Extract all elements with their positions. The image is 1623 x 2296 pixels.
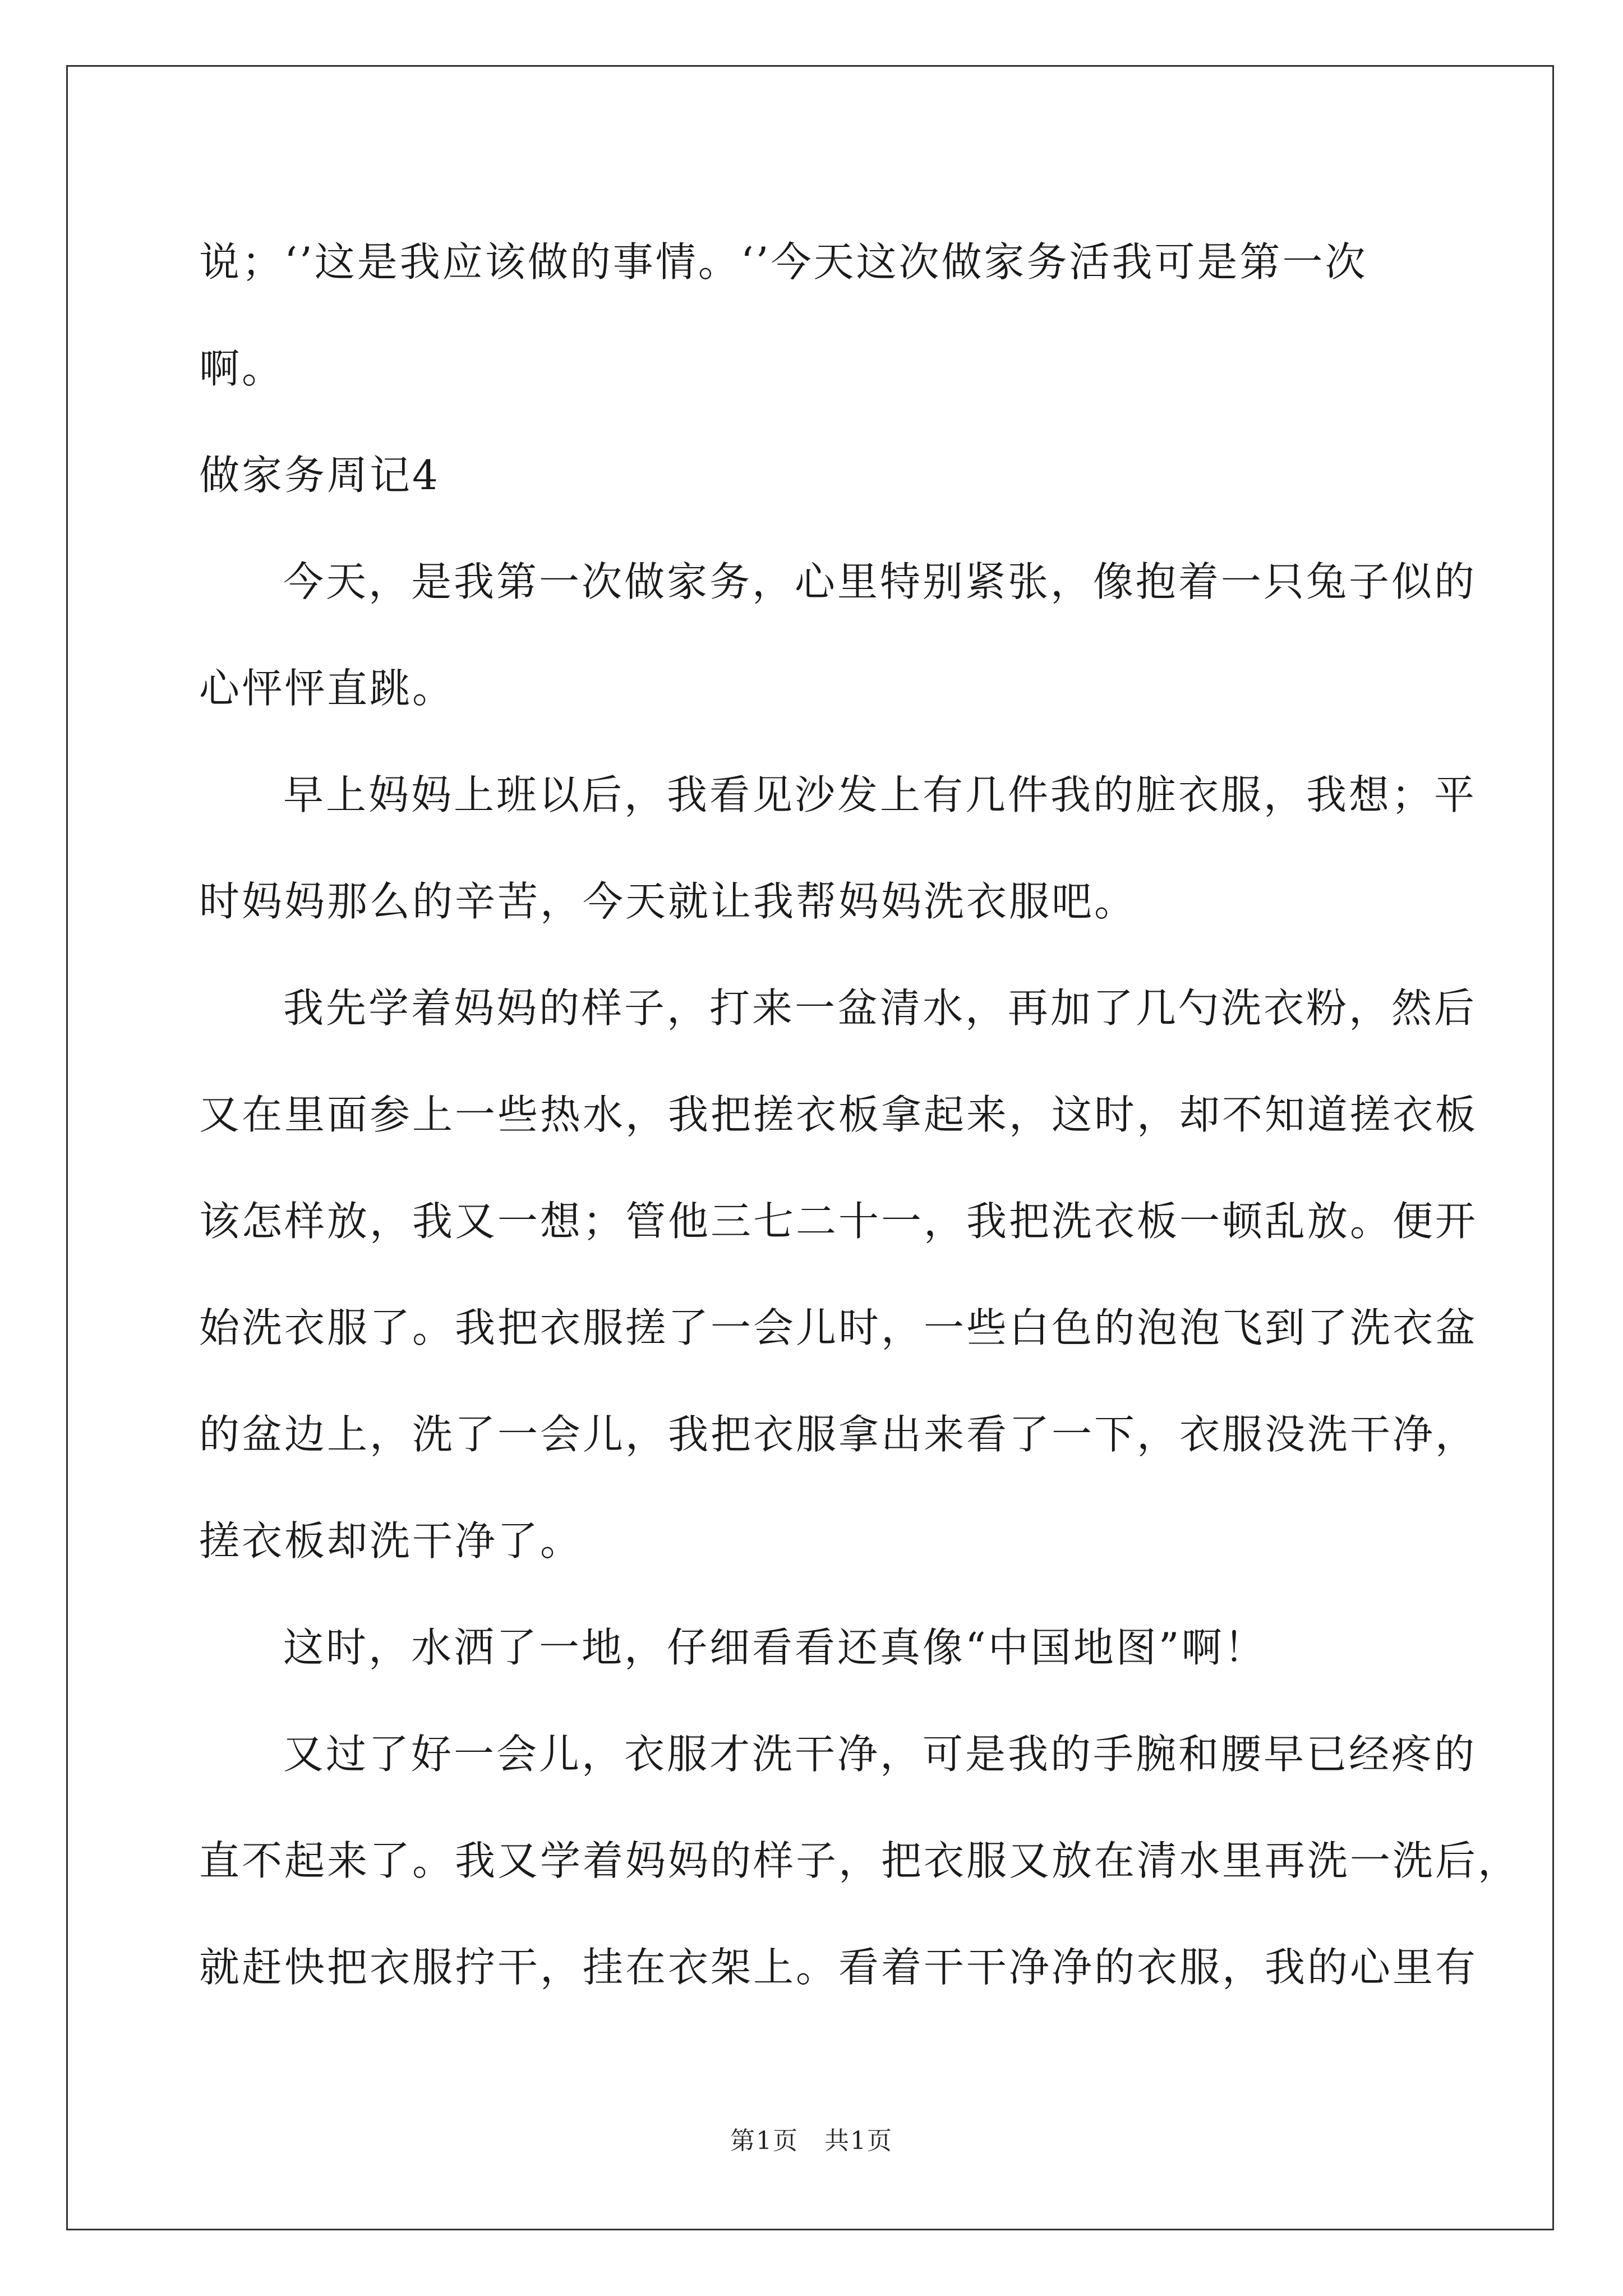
text-line: 啊。: [199, 345, 285, 392]
text-line: 我先学着妈妈的样子，打来一盆清水，再加了几勺洗衣粉，然后: [283, 984, 1477, 1032]
text-line: 始洗衣服了。我把衣服搓了一会儿时，一些白色的泡泡飞到了洗衣盆: [199, 1304, 1478, 1351]
page-footer: 第1页 共1页: [730, 2127, 893, 2155]
text-line: 早上妈妈上班以后，我看见沙发上有几件我的脏衣服，我想；平: [283, 771, 1477, 818]
text-line: 心怦怦直跳。: [199, 665, 455, 712]
text-line: 今天，是我第一次做家务，心里特别紧张，像抱着一只兔子似的: [283, 558, 1477, 605]
document-body: [199, 209, 1521, 2021]
section-heading: 做家务周记4: [199, 452, 440, 499]
text-line: 该怎样放，我又一想；管他三七二十一，我把洗衣板一顿乱放。便开: [199, 1198, 1478, 1245]
text-line: 说；‘’这是我应该做的事情。‘’今天这次做家务活我可是第一次: [199, 238, 1368, 286]
text-line: 又过了好一会儿，衣服才洗干净，可是我的手腕和腰早已经疼的: [283, 1731, 1477, 1778]
text-line: 时妈妈那么的辛苦，今天就让我帮妈妈洗衣服吧。: [199, 878, 1137, 925]
text-line: 又在里面参上一些热水，我把搓衣板拿起来，这时，却不知道搓衣板: [199, 1091, 1478, 1138]
text-line: 直不起来了。我又学着妈妈的样子，把衣服又放在清水里再洗一洗后，: [199, 1837, 1521, 1884]
text-line: 这时，水洒了一地，仔细看看还真像“中国地图”啊！: [283, 1624, 1267, 1671]
text-line: 搓衣板却洗干净了。: [199, 1517, 583, 1565]
text-line: 就赶快把衣服拧干，挂在衣架上。看着干干净净的衣服，我的心里有: [199, 1944, 1478, 1991]
text-line: 的盆边上，洗了一会儿，我把衣服拿出来看了一下，衣服没洗干净，: [199, 1411, 1478, 1458]
